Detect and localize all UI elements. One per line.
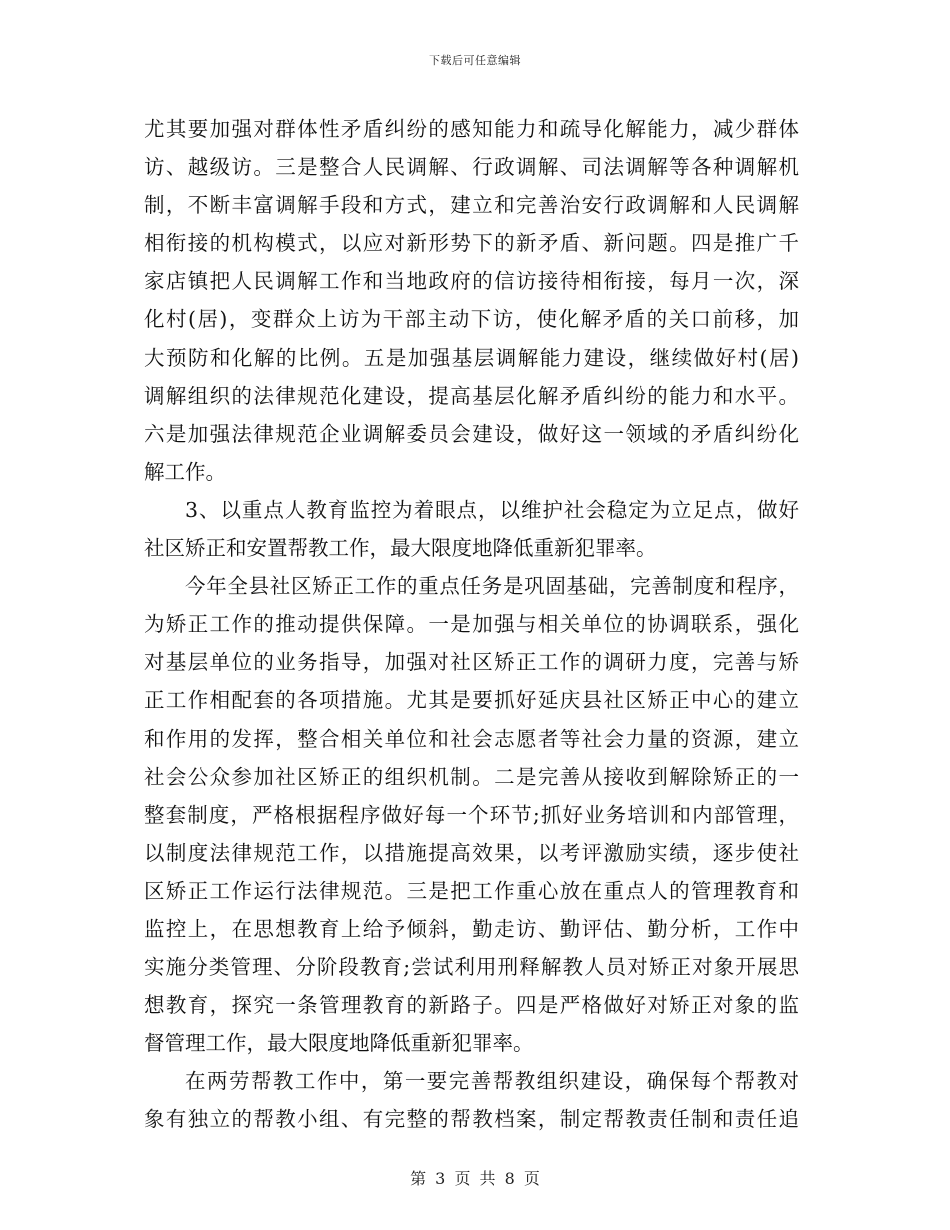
text-line: 尤其要加强对群体性矛盾纠纷的感知能力和疏导化解能力，减少群体 xyxy=(144,117,799,141)
paragraph xyxy=(144,110,799,491)
text-line: 家店镇把人民调解工作和当地政府的信访接待相衔接，每月一次，深 xyxy=(144,269,799,294)
page-number: 第 3 页 共 8 页 xyxy=(410,1169,540,1188)
text-line: 在两劳帮教工作中，第一要完善帮教组织建设，确保每个帮教对 xyxy=(185,1069,799,1094)
text-line: 相衔接的机构模式，以应对新形势下的新矛盾、新问题。四是推广千 xyxy=(144,231,799,256)
text-line: 和作用的发挥，整合相关单位和社会志愿者等社会力量的资源，建立 xyxy=(144,726,799,751)
text-line: 正工作相配套的各项措施。尤其是要抓好延庆县社区矫正中心的建立 xyxy=(144,688,799,713)
text-line: 大预防和化解的比例。五是加强基层调解能力建设，继续做好村(居) xyxy=(144,345,799,370)
text-line: 今年全县社区矫正工作的重点任务是巩固基础，完善制度和程序， xyxy=(185,574,799,599)
text-line: 对基层单位的业务指导，加强对社区矫正工作的调研力度，完善与矫 xyxy=(144,650,799,675)
text-line: 实施分类管理、分阶段教育;尝试利用刑释解教人员对矫正对象开展思 xyxy=(144,955,799,980)
text-line: 六是加强法律规范企业调解委员会建设，做好这一领域的矛盾纠纷化 xyxy=(144,421,799,446)
text-line: 象有独立的帮教小组、有完整的帮教档案，制定帮教责任制和责任追 xyxy=(144,1107,799,1132)
text-line: 社区矫正和安置帮教工作，最大限度地降低重新犯罪率。 xyxy=(144,536,657,561)
text-line: 整套制度，严格根据程序做好每一个环节;抓好业务培训和内部管理， xyxy=(144,802,799,827)
paragraph xyxy=(144,567,799,1062)
text-line: 访、越级访。三是整合人民调解、行政调解、司法调解等各种调解机 xyxy=(144,155,799,180)
text-line: 化村(居)，变群众上访为干部主动下访，使化解矛盾的关口前移，加 xyxy=(144,307,799,332)
text-line: 区矫正工作运行法律规范。三是把工作重心放在重点人的管理教育和 xyxy=(144,878,799,903)
text-line: 想教育，探究一条管理教育的新路子。四是严格做好对矫正对象的监 xyxy=(144,993,799,1018)
text-line: 督管理工作，最大限度地降低重新犯罪率。 xyxy=(144,1031,534,1056)
text-line: 社会公众参加社区矫正的组织机制。二是完善从接收到解除矫正的一 xyxy=(144,764,799,789)
body-text xyxy=(144,110,799,1139)
paragraph xyxy=(144,491,799,567)
text-line: 以制度法律规范工作，以措施提高效果，以考评激励实绩，逐步使社 xyxy=(144,840,799,865)
paragraph xyxy=(144,1062,799,1138)
text-line: 为矫正工作的推动提供保障。一是加强与相关单位的协调联系，强化 xyxy=(144,612,799,637)
page-header: 下载后可任意编辑 xyxy=(429,54,521,67)
text-line: 调解组织的法律规范化建设，提高基层化解矛盾纠纷的能力和水平。 xyxy=(144,383,799,408)
text-line: 制，不断丰富调解手段和方式，建立和完善治安行政调解和人民调解 xyxy=(144,193,799,218)
text-line: 监控上，在思想教育上给予倾斜，勤走访、勤评估、勤分析，工作中 xyxy=(144,916,799,941)
text-line: 解工作。 xyxy=(144,459,226,484)
text-line: 3、以重点人教育监控为着眼点，以维护社会稳定为立足点，做好 xyxy=(185,497,799,522)
